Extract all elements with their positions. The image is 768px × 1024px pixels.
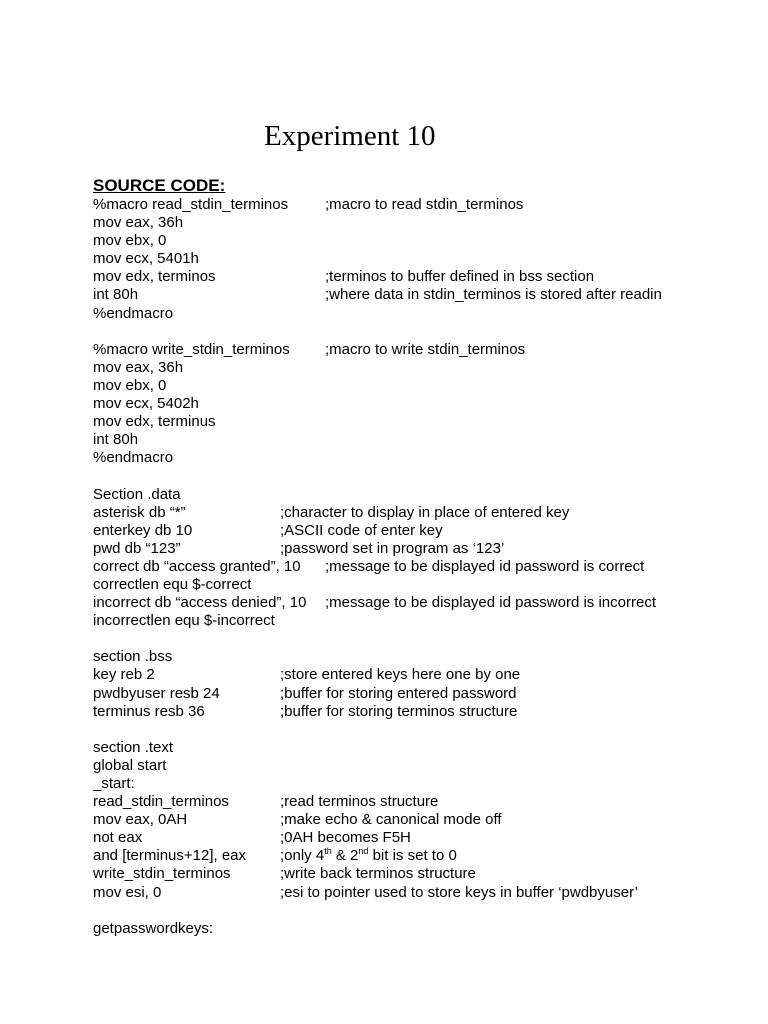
blank-line <box>93 721 743 739</box>
code-comment-bits <box>280 847 457 865</box>
code-text: mov eax, 0AH <box>93 811 188 829</box>
superscript-th: th <box>324 846 332 857</box>
code-line <box>93 739 743 757</box>
code-comment: ;where data in stdin_terminos is stored after readin <box>325 286 662 304</box>
code-line <box>93 576 743 594</box>
code-line <box>93 250 743 268</box>
code-line <box>93 341 743 359</box>
comment-part: & 2 <box>331 847 359 865</box>
code-line <box>93 486 743 504</box>
code-text: global start <box>93 756 167 774</box>
code-comment: ;read terminos structure <box>280 793 439 811</box>
code-text: %macro read_stdin_terminos <box>93 196 289 213</box>
code-line <box>93 811 743 829</box>
comment-part: ;only 4 <box>280 847 325 865</box>
code-line <box>93 847 743 865</box>
section-heading: SOURCE CODE: <box>93 176 226 195</box>
code-line <box>93 793 743 811</box>
code-comment: ;make echo & canonical mode off <box>280 811 502 829</box>
code-comment: ;ASCII code of enter key <box>280 521 443 539</box>
code-comment: ;macro to read stdin_terminos <box>325 196 524 213</box>
code-text: asterisk db “*” <box>93 503 186 521</box>
code-line <box>93 757 743 775</box>
code-line <box>93 612 743 630</box>
code-line <box>93 884 743 902</box>
code-comment: ;macro to write stdin_terminos <box>325 340 526 358</box>
code-line <box>93 648 743 666</box>
code-text: and [terminus+12], eax <box>93 847 247 865</box>
code-text: getpasswordkeys: <box>93 919 214 937</box>
code-text: enterkey db 10 <box>93 521 193 539</box>
code-text: mov ecx, 5401h <box>93 250 199 268</box>
code-text: pwdbyuser resb 24 <box>93 684 220 702</box>
code-line <box>93 829 743 847</box>
code-line <box>93 305 743 323</box>
code-comment: ;character to display in place of entered key <box>280 503 570 521</box>
code-line <box>93 268 743 286</box>
code-text: read_stdin_terminos <box>93 793 229 811</box>
code-line <box>93 594 743 612</box>
comment-part: bit is set to 0 <box>368 847 457 865</box>
code-text: section .bss <box>93 648 173 666</box>
code-comment: ;message to be displayed id password is correct <box>325 557 645 575</box>
code-text: _start: <box>93 775 135 792</box>
code-comment: ;terminos to buffer defined in bss section <box>325 268 595 286</box>
code-text: section .text <box>93 738 174 756</box>
code-text: mov ebx, 0 <box>93 376 167 394</box>
code-text: write_stdin_terminos <box>93 865 231 883</box>
code-text: terminus resb 36 <box>93 702 205 720</box>
code-line <box>93 666 743 684</box>
code-text: %macro write_stdin_terminos <box>93 340 290 358</box>
code-line <box>93 504 743 522</box>
code-text: int 80h <box>93 431 139 449</box>
code-line <box>93 685 743 703</box>
blank-line <box>93 902 743 920</box>
document-title: Experiment 10 <box>264 120 436 152</box>
blank-line <box>93 467 743 485</box>
code-line <box>93 558 743 576</box>
blank-line <box>93 630 743 648</box>
code-line <box>93 232 743 250</box>
code-line <box>93 431 743 449</box>
code-text: %endmacro <box>93 449 174 467</box>
code-comment: ;password set in program as ‘123’ <box>280 539 505 557</box>
code-text: mov eax, 36h <box>93 214 184 232</box>
code-line <box>93 286 743 304</box>
code-text: correct db “access granted”, 10 <box>93 557 301 575</box>
code-comment: ;esi to pointer used to store keys in buffer ‘pwdbyuser’ <box>280 883 638 901</box>
blank-line <box>93 323 743 341</box>
code-text: pwd db “123” <box>93 539 181 557</box>
source-code-block <box>93 196 743 938</box>
code-line <box>93 540 743 558</box>
code-line <box>93 359 743 377</box>
code-text: int 80h <box>93 286 139 304</box>
code-comment: ;buffer for storing entered password <box>280 684 517 702</box>
code-text: mov ecx, 5402h <box>93 395 199 413</box>
code-line <box>93 775 743 793</box>
code-line <box>93 196 743 214</box>
superscript-nd: nd <box>358 846 369 857</box>
code-text: key reb 2 <box>93 666 155 684</box>
code-text: mov eax, 36h <box>93 358 184 376</box>
code-comment: ;0AH becomes F5H <box>280 829 411 847</box>
code-comment: ;buffer for storing terminos structure <box>280 702 518 720</box>
code-line <box>93 703 743 721</box>
code-comment: ;store entered keys here one by one <box>280 666 521 684</box>
code-text: incorrectlen equ $-incorrect <box>93 612 275 630</box>
code-text: incorrect db “access denied”, 10 <box>93 594 307 612</box>
code-text: %endmacro <box>93 304 174 322</box>
code-text: not eax <box>93 829 143 847</box>
code-text: mov edx, terminus <box>93 413 216 431</box>
code-comment: ;write back terminos structure <box>280 865 476 883</box>
code-line <box>93 214 743 232</box>
code-comment: ;message to be displayed id password is incorrect <box>325 594 656 612</box>
code-text: mov edx, terminos <box>93 268 216 286</box>
code-text: mov ebx, 0 <box>93 232 167 250</box>
code-text: Section .data <box>93 485 181 503</box>
code-line <box>93 413 743 431</box>
code-line <box>93 522 743 540</box>
code-line <box>93 395 743 413</box>
code-text: mov esi, 0 <box>93 883 162 901</box>
code-line <box>93 920 743 938</box>
code-text: correctlen equ $-correct <box>93 575 252 593</box>
code-line <box>93 865 743 883</box>
code-line <box>93 449 743 467</box>
code-line <box>93 377 743 395</box>
